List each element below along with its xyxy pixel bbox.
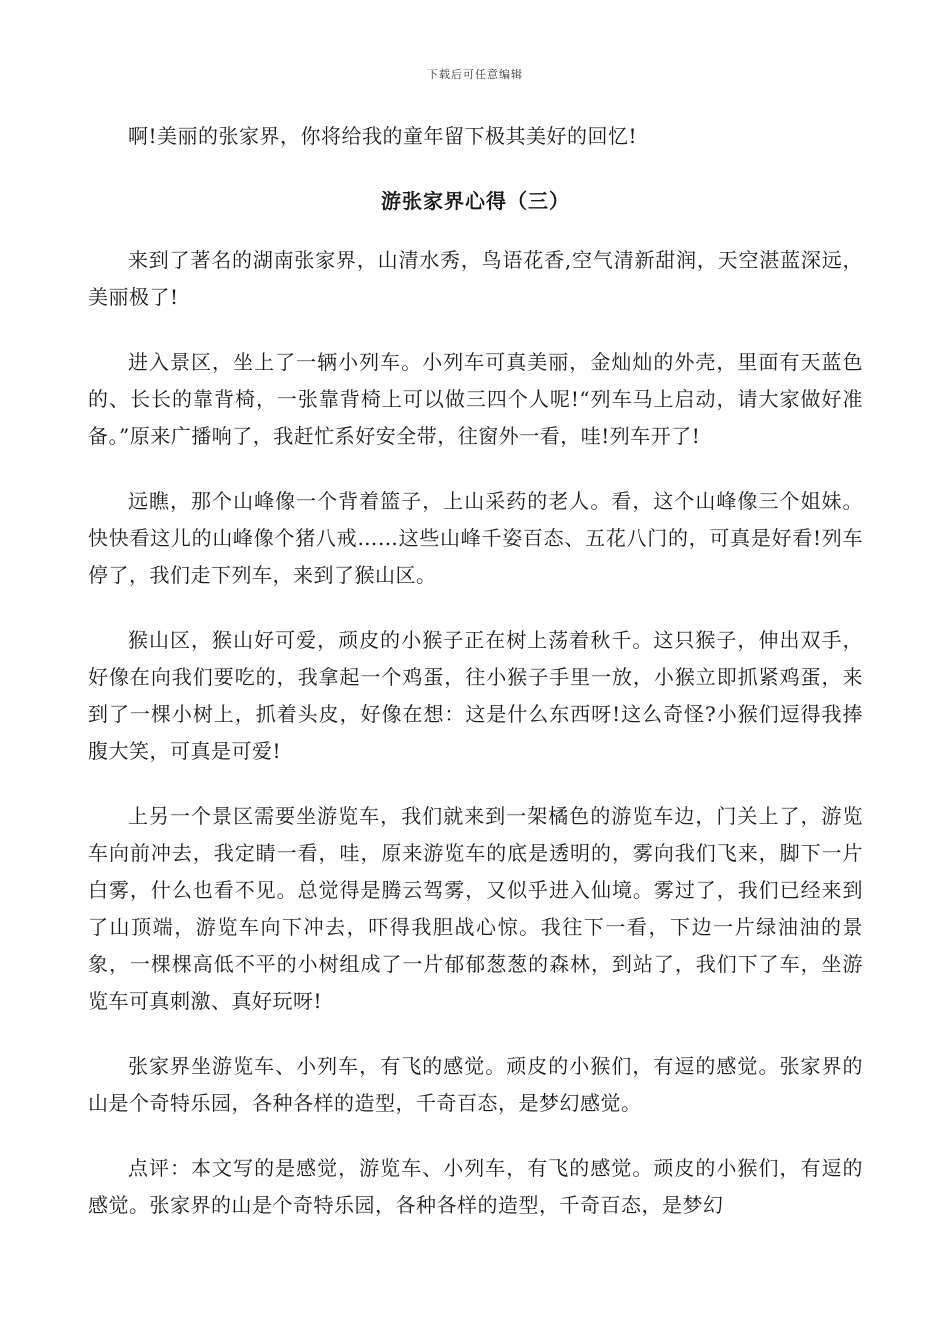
paragraph-2: 进入景区，坐上了一辆小列车。小列车可真美丽，金灿灿的外壳，里面有天蓝色的、长长的靠背椅，一张靠背椅上可以做三四个人呢!“列车马上启动，请大家做好准备。”原来广播响了，我赶忙系好安全带，往窗外一看，哇!列车开了! bbox=[88, 350, 863, 448]
paragraph-6: 张家界坐游览车、小列车，有飞的感觉。顽皮的小猴们，有逗的感觉。张家界的山是个奇特乐园，各种各样的造型，千奇百态，是梦幻感觉。 bbox=[88, 1054, 863, 1115]
intro-paragraph: 啊!美丽的张家界，你将给我的童年留下极其美好的回忆! bbox=[128, 124, 638, 148]
paragraph-3: 远瞧，那个山峰像一个背着篮子，上山采药的老人。看，这个山峰像三个姐妹。快快看这儿的山峰像个猪八戒……这些山峰千姿百态、五花八门的，可真是好看!列车停了，我们走下列车，来到了猴山区。 bbox=[88, 489, 863, 587]
paragraph-7-comment: 点评：本文写的是感觉，游览车、小列车，有飞的感觉。顽皮的小猴们，有逗的感觉。张家界的山是个奇特乐园，各种各样的造型，千奇百态，是梦幻 bbox=[88, 1156, 863, 1217]
section-title: 游张家界心得（三） bbox=[381, 189, 570, 213]
document-body bbox=[88, 118, 863, 1252]
paragraph-1: 来到了著名的湖南张家界，山清水秀，鸟语花香,空气清新甜润，天空湛蓝深远，美丽极了! bbox=[88, 248, 863, 309]
paragraph-4: 猴山区，猴山好可爱，顽皮的小猴子正在树上荡着秋千。这只猴子，伸出双手，好像在向我们要吃的，我拿起一个鸡蛋，往小猴子手里一放，小猴立即抓紧鸡蛋，来到了一棵小树上，抓着头皮，好像在想：这是什么东西呀!这么奇怪?小猴们逗得我捧腹大笑，可真是可爱! bbox=[88, 628, 863, 763]
header-note: 下载后可任意编辑 bbox=[427, 68, 523, 81]
paragraph-5: 上另一个景区需要坐游览车，我们就来到一架橘色的游览车边，门关上了，游览车向前冲去，我定睛一看，哇，原来游览车的底是透明的，雾向我们飞来，脚下一片白雾，什么也看不见。总觉得是腾云驾雾，又似乎进入仙境。雾过了，我们已经来到了山顶端，游览车向下冲去，吓得我胆战心惊。我往下一看，下边一片绿油油的景象，一棵棵高低不平的小树组成了一片郁郁葱葱的森林，到站了，我们下了车，坐游览车可真刺激、真好玩呀! bbox=[88, 804, 863, 1013]
